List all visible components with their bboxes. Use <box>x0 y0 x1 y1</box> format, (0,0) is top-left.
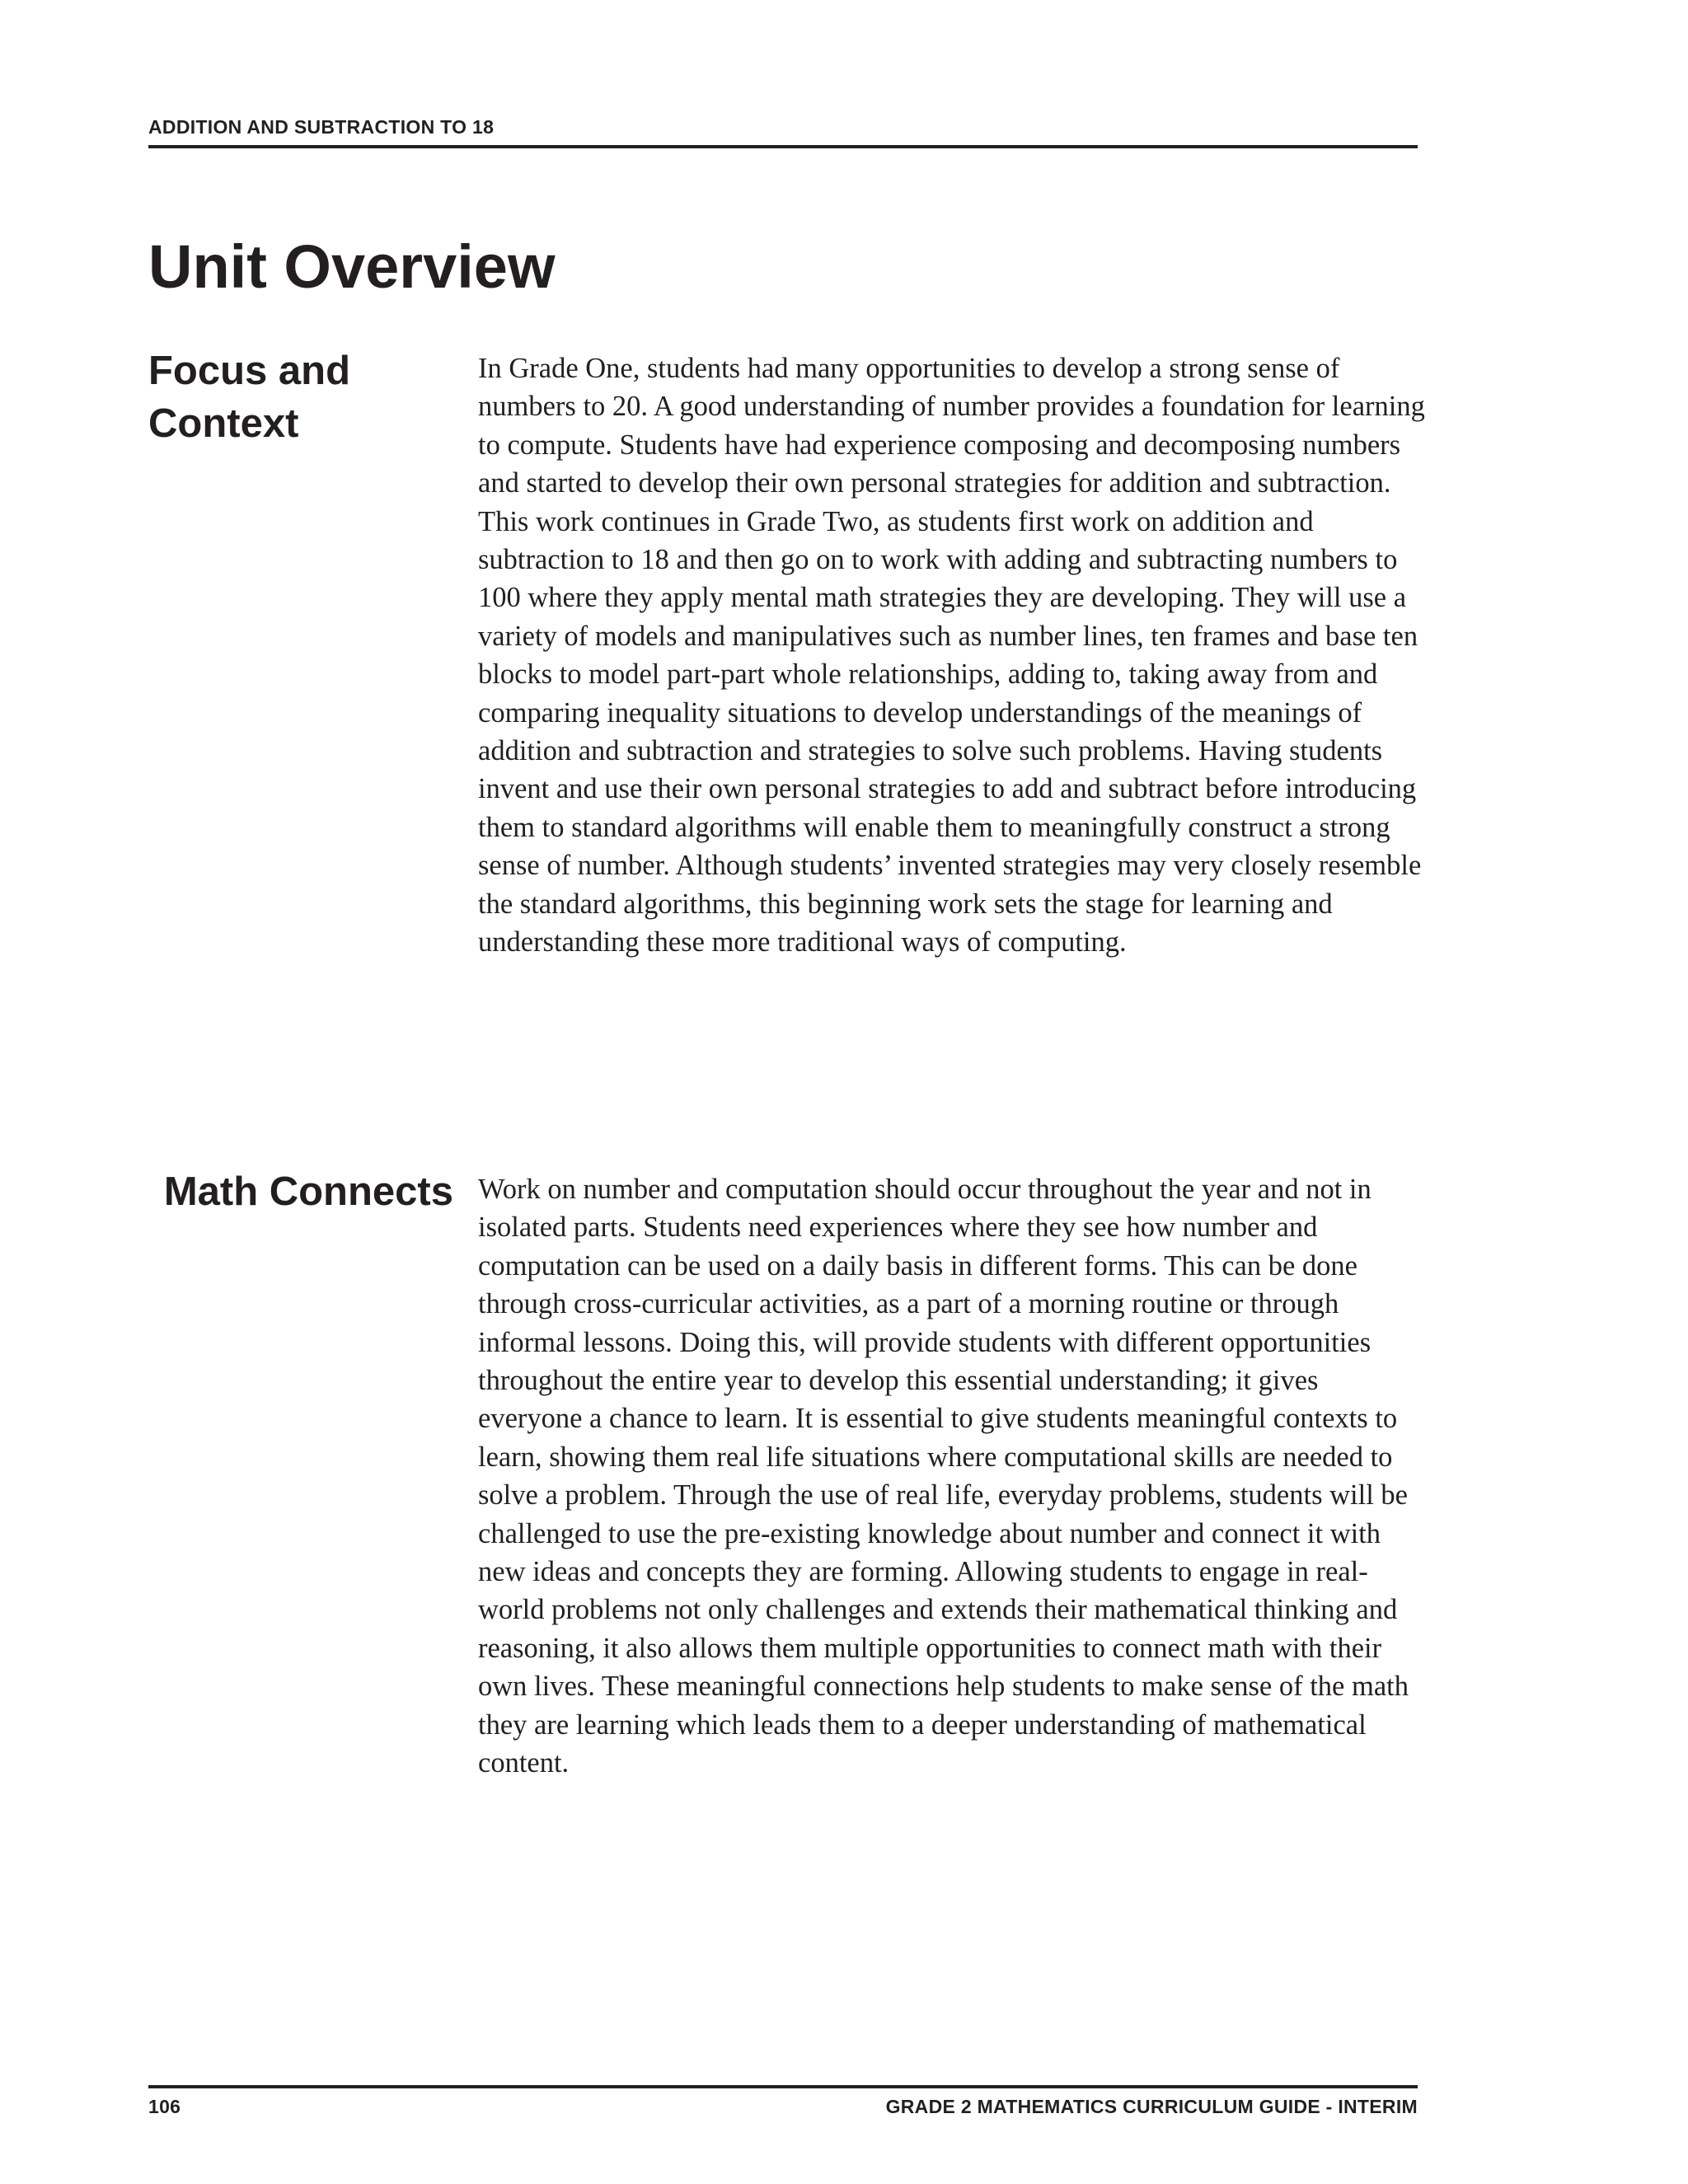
page-title: Unit Overview <box>148 232 556 301</box>
running-header <box>148 115 1418 148</box>
running-header-title: ADDITION AND SUBTRACTION TO 18 <box>148 116 495 138</box>
math-connects-heading: Math Connects <box>163 1169 453 1214</box>
page-number: 106 <box>148 2096 181 2117</box>
focus-and-context-body: In Grade One, students had many opportunities to develop a strong sense of numbers to 20. A good understanding of number provides a foundation for learning to compute. Students have had experience composing and decomposing numbers and started to develop their own personal strategies for addition and subtraction. This work continues in Grade Two, as students first work on addition and subtraction to 18 and then go on to work with adding and subtracting numbers to 100 where they apply mental math strategies they are developing. They will use a variety of models and manipulatives such as number lines, ten frames and base ten blocks to model part-part whole relationships, adding to, taking away from and comparing inequality situations to develop understandings of the meanings of addition and subtraction and strategies to solve such problems. Having students invent and use their own personal strategies to add and subtract before introducing them to standard algorithms will enable them to meaningfully construct a strong sense of number. Although students’ invented strategies may very closely resemble the standard algorithms, this beginning work sets the stage for learning and understanding these more traditional ways of computing. <box>478 353 1425 958</box>
math-connects-body: Work on number and computation should occur throughout the year and not in isolated parts. Students need experiences where they see how number and computation can be used on a daily basis in different forms. This can be done through cross-curricular activities, as a part of a morning routine or through informal lessons. Doing this, will provide students with different opportunities throughout the entire year to develop this essential understanding; it gives everyone a chance to learn. It is essential to give students meaningful contexts to learn, showing them real life situations where computational skills are needed to solve a problem. Through the use of real life, everyday problems, students will be challenged to use the pre-existing knowledge about number and connect it with new ideas and concepts they are forming. Allowing students to engage in real-world problems not only challenges and extends their mathematical thinking and reasoning, it also allows them multiple opportunities to connect math with their own lives. These meaningful connections help students to make sense of the math they are learning which leads them to a deeper understanding of mathematical content. <box>478 1174 1409 1779</box>
footer-document-title: GRADE 2 MATHEMATICS CURRICULUM GUIDE - INTERIM <box>885 2096 1418 2117</box>
focus-and-context-heading: Focus and Context <box>148 349 351 446</box>
page-footer <box>148 2085 1418 2118</box>
